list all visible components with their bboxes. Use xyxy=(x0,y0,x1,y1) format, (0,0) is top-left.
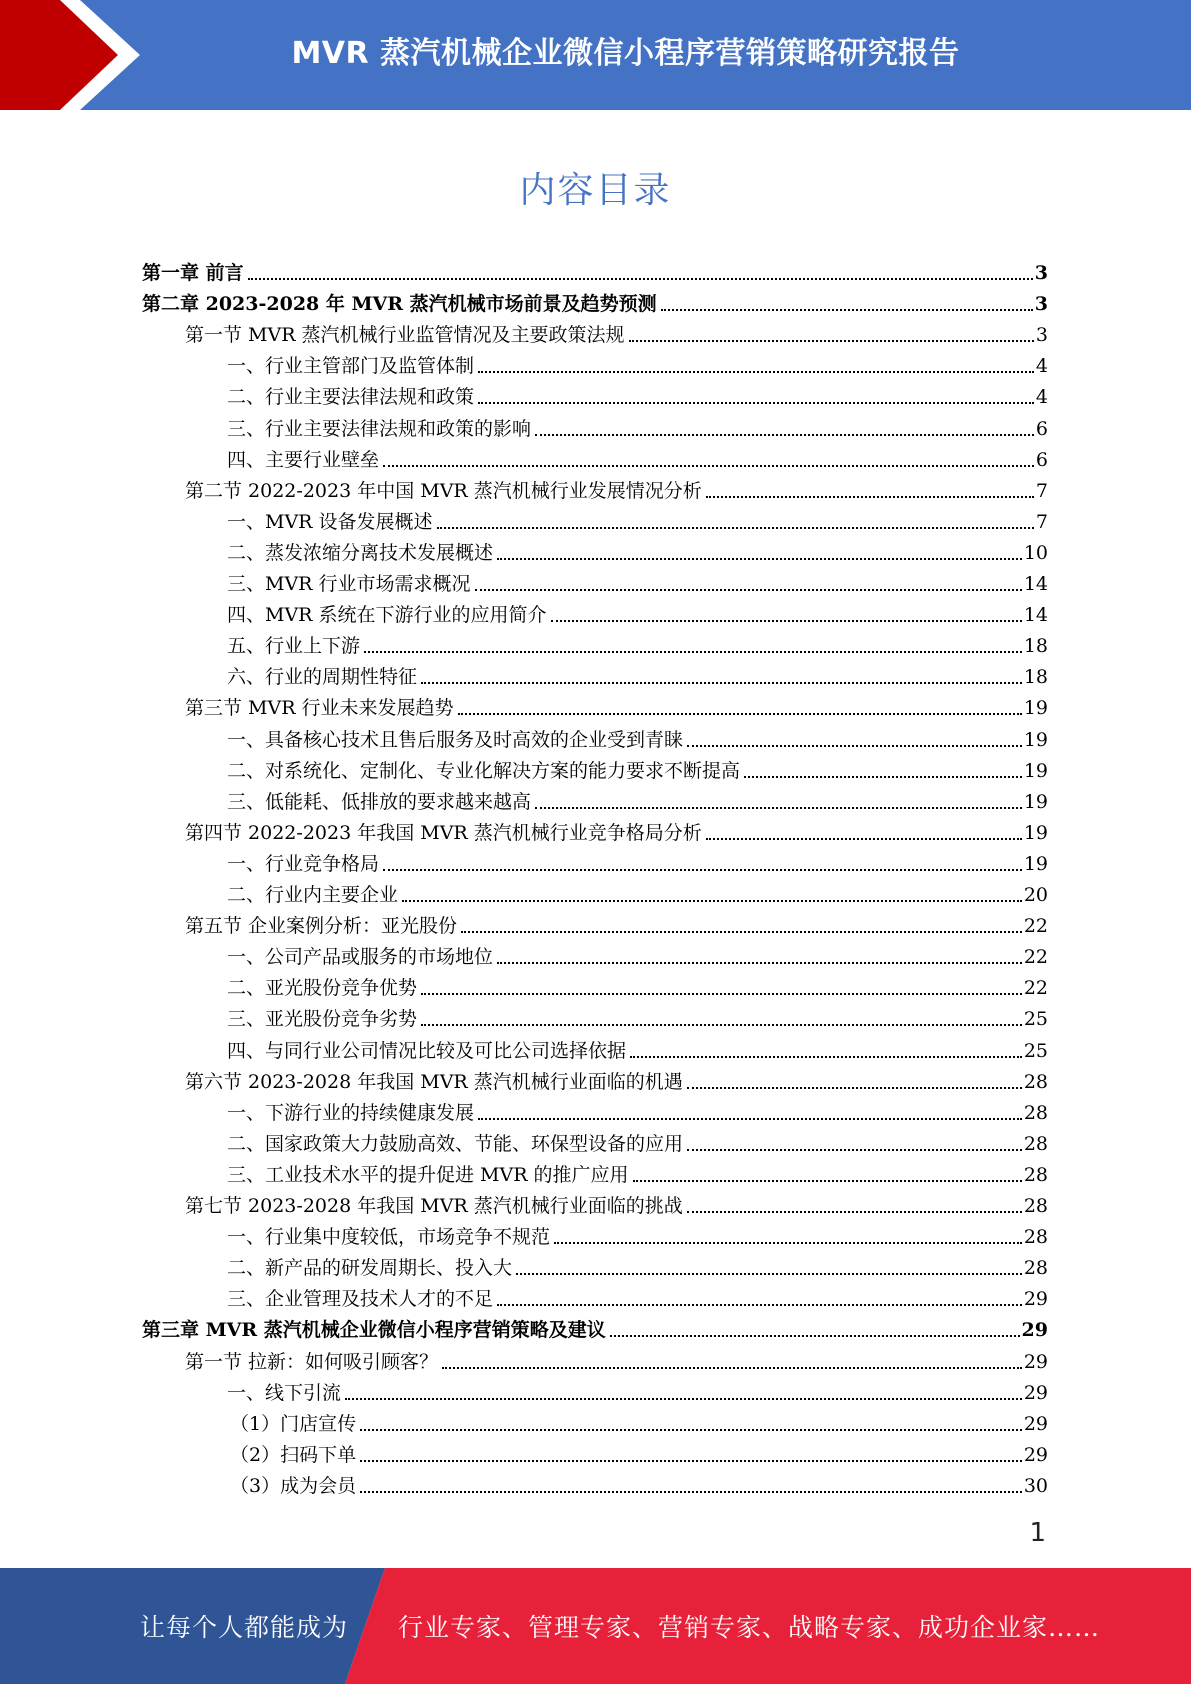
toc-entry-title: 二、亚光股份竞争优势 xyxy=(227,977,418,1000)
toc-leader-dots xyxy=(478,402,1034,404)
toc-leader-dots xyxy=(535,434,1034,436)
toc-entry[interactable] xyxy=(227,875,1048,906)
footer-slogan-left: 让每个人都能成为 xyxy=(140,1613,349,1642)
toc-entry-page: 4 xyxy=(1035,355,1048,378)
toc-leader-dots xyxy=(497,962,1022,964)
toc-entry-page: 3 xyxy=(1035,324,1048,347)
toc-entry-page: 20 xyxy=(1023,884,1048,906)
toc-entry[interactable] xyxy=(185,813,1048,844)
toc-entry-page: 29 xyxy=(1023,1443,1048,1466)
toc-leader-dots xyxy=(497,1304,1022,1306)
toc-entry-page: 18 xyxy=(1023,635,1048,658)
toc-entry-page: 22 xyxy=(1023,977,1048,1000)
toc-entry-title: 第一节 拉新：如何吸引顾客？ xyxy=(185,1350,439,1373)
toc-entry-page: 14 xyxy=(1023,604,1048,627)
toc-entry[interactable] xyxy=(185,471,1048,502)
toc-entry[interactable] xyxy=(227,657,1048,688)
toc-entry[interactable] xyxy=(185,1186,1048,1217)
toc-leader-dots xyxy=(383,465,1034,467)
toc-entry-page: 28 xyxy=(1023,1257,1048,1280)
toc-leader-dots xyxy=(535,807,1022,809)
toc-leader-dots xyxy=(360,1429,1022,1431)
toc-leader-dots xyxy=(516,1273,1022,1275)
toc-entry-page: 29 xyxy=(1023,1350,1048,1373)
toc-entry-page: 4 xyxy=(1035,386,1048,409)
toc-entry[interactable] xyxy=(227,751,1048,782)
toc-entry[interactable] xyxy=(227,377,1048,408)
toc-entry-title: 第二节 2022-2023 年中国 MVR 蒸汽机械行业发展情况分析 xyxy=(185,479,702,502)
toc-entry[interactable] xyxy=(227,626,1048,657)
toc-leader-dots xyxy=(551,620,1022,622)
toc-entry-title: 一、行业竞争格局 xyxy=(227,852,380,875)
toc-entry[interactable] xyxy=(227,1093,1048,1124)
toc-entry-page: 28 xyxy=(1023,1070,1048,1093)
toc-entry-page: 28 xyxy=(1023,1163,1048,1186)
toc-entry-title: 一、公司产品或服务的市场地位 xyxy=(227,946,494,969)
toc-entry-page: 29 xyxy=(1023,1288,1048,1311)
toc-leader-dots xyxy=(497,558,1022,560)
toc-entry-page: 29 xyxy=(1021,1319,1048,1342)
toc-leader-dots xyxy=(687,745,1022,747)
toc-entry-page: 6 xyxy=(1035,417,1048,440)
toc-entry-page: 28 xyxy=(1023,1132,1048,1155)
toc-entry[interactable] xyxy=(227,1124,1048,1155)
toc-entry-page: 22 xyxy=(1023,946,1048,969)
toc-entry[interactable] xyxy=(227,595,1048,626)
toc-entry-title: 一、MVR 设备发展概述 xyxy=(227,510,433,533)
toc-entry-page: 19 xyxy=(1023,728,1048,751)
toc-entry[interactable] xyxy=(227,1031,1048,1062)
toc-leader-dots xyxy=(629,340,1034,342)
toc-leader-dots xyxy=(360,1460,1022,1462)
toc-leader-dots xyxy=(687,1087,1022,1089)
toc-entry[interactable] xyxy=(227,502,1048,533)
toc-leader-dots xyxy=(633,1180,1022,1182)
toc-entry-page: 6 xyxy=(1035,448,1048,471)
toc-entry-page: 3 xyxy=(1034,293,1048,316)
toc-entry[interactable] xyxy=(227,533,1048,564)
toc-entry[interactable] xyxy=(227,1279,1048,1310)
page-header xyxy=(0,0,1191,110)
toc-entry[interactable] xyxy=(227,346,1048,377)
header-arrow-decoration xyxy=(0,0,160,110)
toc-entry-title: 三、MVR 行业市场需求概况 xyxy=(227,573,471,595)
toc-leader-dots xyxy=(345,1398,1022,1400)
toc-entry-title: 二、蒸发浓缩分离技术发展概述 xyxy=(227,541,494,564)
toc-entry-title: 二、行业主要法律法规和政策 xyxy=(227,386,475,409)
toc-entry-title: 第六节 2023-2028 年我国 MVR 蒸汽机械行业面临的机遇 xyxy=(185,1070,683,1093)
toc-entry-title: （1）门店宣传 xyxy=(230,1412,357,1435)
toc-entry[interactable] xyxy=(185,688,1048,719)
toc-entry-title: 第五节 企业案例分析：亚光股份 xyxy=(185,915,458,938)
toc-entry-title: 四、与同行业公司情况比较及可比公司选择依据 xyxy=(227,1039,627,1062)
toc-entry-page: 19 xyxy=(1023,790,1048,813)
toc-leader-dots xyxy=(458,713,1022,715)
toc-entry-page: 22 xyxy=(1023,915,1048,938)
toc-leader-dots xyxy=(478,1118,1022,1120)
toc-entry[interactable] xyxy=(227,1248,1048,1279)
toc-leader-dots xyxy=(744,776,1022,778)
toc-entry-title: 三、亚光股份竞争劣势 xyxy=(227,1008,418,1031)
toc-entry[interactable] xyxy=(227,1217,1048,1248)
toc-entry-page: 28 xyxy=(1023,1195,1048,1217)
toc-entry[interactable] xyxy=(227,440,1048,471)
toc-leader-dots xyxy=(706,838,1022,840)
toc-leader-dots xyxy=(554,1242,1022,1244)
toc-leader-dots xyxy=(421,1024,1022,1026)
toc-entry[interactable] xyxy=(230,1466,1048,1497)
toc-leader-dots xyxy=(421,993,1022,995)
toc-leader-dots xyxy=(402,900,1022,902)
toc-entry-title: 第七节 2023-2028 年我国 MVR 蒸汽机械行业面临的挑战 xyxy=(185,1195,683,1217)
toc-entry-page: 7 xyxy=(1035,510,1048,533)
toc-entry-title: 二、行业内主要企业 xyxy=(227,884,399,906)
toc-entry[interactable] xyxy=(142,253,1048,284)
toc-entry-title: 四、MVR 系统在下游行业的应用简介 xyxy=(227,604,547,627)
report-title: MVR 蒸汽机械企业微信小程序营销策略研究报告 xyxy=(291,36,960,71)
toc-entry[interactable] xyxy=(185,906,1048,937)
toc-entry-page: 28 xyxy=(1023,1101,1048,1124)
toc-entry-page: 29 xyxy=(1023,1412,1048,1435)
toc-entry-title: 六、行业的周期性特征 xyxy=(227,666,418,689)
toc-entry[interactable] xyxy=(185,1062,1048,1093)
toc-entry-page: 30 xyxy=(1023,1474,1048,1497)
toc-entry-title: 第一章 前言 xyxy=(142,262,244,284)
toc-entry-title: 三、工业技术水平的提升促进 MVR 的推广应用 xyxy=(227,1163,629,1186)
toc-entry[interactable] xyxy=(227,409,1048,440)
toc-entry-title: 一、线下引流 xyxy=(227,1381,342,1404)
toc-entry[interactable] xyxy=(227,999,1048,1030)
toc-entry[interactable] xyxy=(142,284,1048,315)
toc-entry-title: 第四节 2022-2023 年我国 MVR 蒸汽机械行业竞争格局分析 xyxy=(185,821,702,844)
toc-entry-title: 第二章 2023-2028 年 MVR 蒸汽机械市场前景及趋势预测 xyxy=(142,293,657,316)
toc-entry-page: 19 xyxy=(1023,852,1048,875)
toc-leader-dots xyxy=(442,1367,1022,1369)
toc-leader-dots xyxy=(687,1149,1022,1151)
toc-entry[interactable] xyxy=(185,1342,1048,1373)
toc-leader-dots xyxy=(478,371,1034,373)
toc-entry-page: 3 xyxy=(1034,262,1048,284)
toc-heading: 内容目录 xyxy=(519,170,672,211)
toc-entry[interactable] xyxy=(227,937,1048,968)
toc-entry-title: 四、主要行业壁垒 xyxy=(227,448,380,471)
toc-entry[interactable] xyxy=(230,1435,1048,1466)
toc-entry[interactable] xyxy=(227,968,1048,999)
toc-leader-dots xyxy=(610,1335,1020,1337)
toc-entry[interactable] xyxy=(185,315,1048,346)
toc-entry[interactable] xyxy=(227,720,1048,751)
toc-entry-title: 第一节 MVR 蒸汽机械行业监管情况及主要政策法规 xyxy=(185,324,625,347)
toc-leader-dots xyxy=(437,527,1034,529)
toc-entry-page: 7 xyxy=(1035,479,1048,502)
toc-entry-title: （3）成为会员 xyxy=(230,1474,357,1497)
footer-slogan-right: 行业专家、管理专家、营销专家、战略专家、成功企业家…… xyxy=(398,1613,1101,1642)
toc-entry-page: 25 xyxy=(1023,1008,1048,1031)
toc-entry-title: 二、对系统化、定制化、专业化解决方案的能力要求不断提高 xyxy=(227,759,741,782)
toc-entry[interactable] xyxy=(142,1310,1048,1341)
toc-entry-title: 第三节 MVR 行业未来发展趋势 xyxy=(185,697,454,720)
toc-entry-title: 三、企业管理及技术人才的不足 xyxy=(227,1288,494,1311)
toc-entry-page: 18 xyxy=(1023,666,1048,689)
toc-leader-dots xyxy=(461,931,1022,933)
toc-entry-title: 第三章 MVR 蒸汽机械企业微信小程序营销策略及建议 xyxy=(142,1319,606,1342)
page-footer xyxy=(0,1568,1191,1684)
toc-entry-page: 19 xyxy=(1023,759,1048,782)
toc-entry-page: 19 xyxy=(1023,821,1048,844)
toc-leader-dots xyxy=(661,309,1033,311)
toc-entry[interactable] xyxy=(230,1404,1048,1435)
toc-entry-page: 10 xyxy=(1023,541,1048,564)
toc-entry-page: 28 xyxy=(1023,1226,1048,1249)
toc-entry[interactable] xyxy=(227,844,1048,875)
toc-entry-title: 一、行业集中度较低，市场竞争不规范 xyxy=(227,1226,551,1249)
toc-entry-title: 一、具备核心技术且售后服务及时高效的企业受到青睐 xyxy=(227,728,684,751)
toc-entry-page: 14 xyxy=(1023,573,1048,595)
toc-entry-title: 二、国家政策大力鼓励高效、节能、环保型设备的应用 xyxy=(227,1132,684,1155)
toc-entry[interactable] xyxy=(227,564,1048,595)
toc-entry-page: 29 xyxy=(1023,1381,1048,1404)
toc-entry-title: 三、低能耗、低排放的要求越来越高 xyxy=(227,790,532,813)
toc-leader-dots xyxy=(706,496,1034,498)
toc-entry-title: 二、新产品的研发周期长、投入大 xyxy=(227,1257,513,1280)
toc-entry-title: 三、行业主要法律法规和政策的影响 xyxy=(227,417,532,440)
toc-entry-title: 五、行业上下游 xyxy=(227,635,361,658)
toc-leader-dots xyxy=(248,278,1033,280)
toc-entry-title: 一、下游行业的持续健康发展 xyxy=(227,1101,475,1124)
toc-leader-dots xyxy=(360,1491,1022,1493)
toc-leader-dots xyxy=(383,869,1022,871)
toc-leader-dots xyxy=(630,1056,1022,1058)
toc-entry-page: 19 xyxy=(1023,697,1048,720)
toc-leader-dots xyxy=(687,1211,1022,1213)
toc-entry[interactable] xyxy=(227,1155,1048,1186)
toc-leader-dots xyxy=(364,651,1022,653)
toc-entry-title: （2）扫码下单 xyxy=(230,1443,357,1466)
page-number: 1 xyxy=(1029,1518,1046,1548)
toc-leader-dots xyxy=(475,589,1022,591)
toc-entry-title: 一、行业主管部门及监管体制 xyxy=(227,355,475,378)
toc-entry-page: 25 xyxy=(1023,1039,1048,1062)
toc-entry[interactable] xyxy=(227,782,1048,813)
toc-leader-dots xyxy=(421,682,1022,684)
toc-entry[interactable] xyxy=(227,1373,1048,1404)
